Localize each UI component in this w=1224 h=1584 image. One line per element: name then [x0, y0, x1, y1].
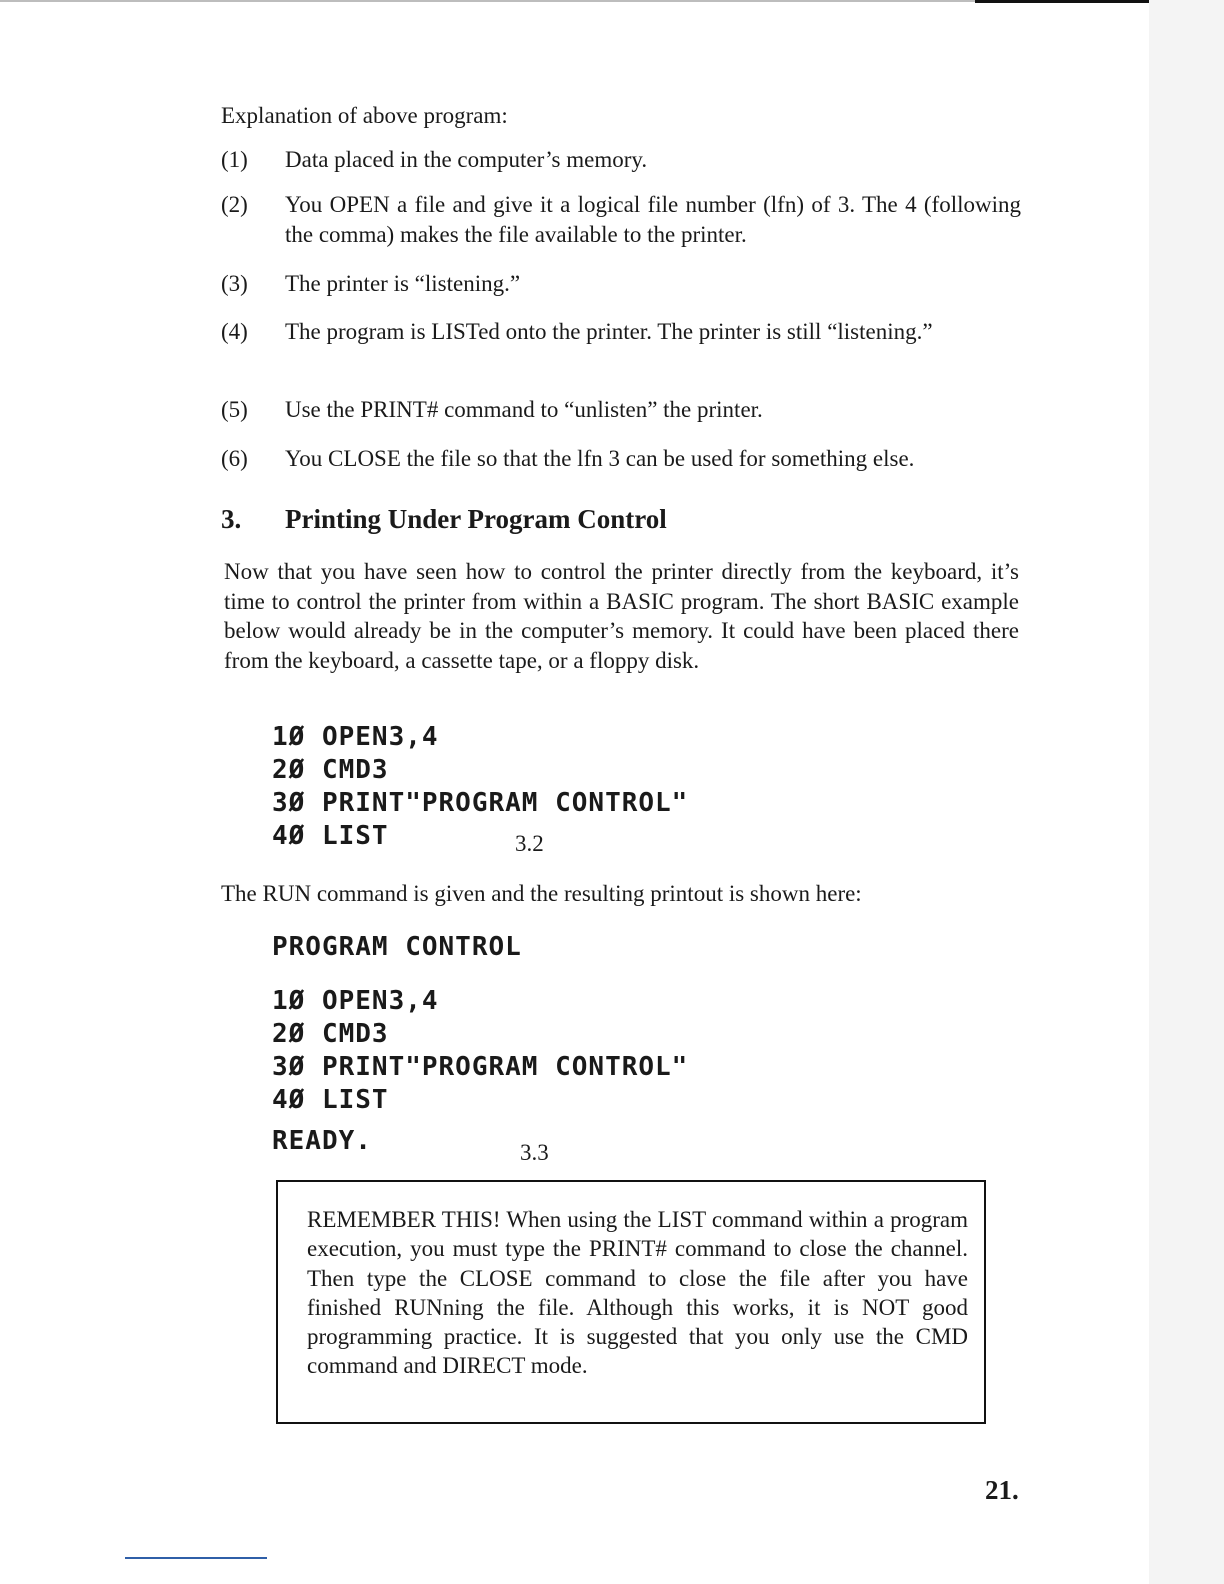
code-line: 1Ø OPEN3,4	[272, 986, 439, 1016]
item-text: Data placed in the computer’s memory.	[285, 147, 648, 172]
figure-caption: 3.3	[520, 1140, 549, 1165]
note-box	[276, 1180, 986, 1424]
item-text: The printer is “listening.”	[285, 271, 521, 296]
printout-listing	[272, 985, 688, 1117]
note-text: REMEMBER THIS! When using the LIST command within a program execution, you must type the PRINT# command to close the channel. Then type the CLOSE command to close the file after you have finished RUNning the file. Although this works, it is NOT good programming practice. It is suggested that you only use the CMD command and DIRECT mode.	[307, 1207, 968, 1379]
ready-text: READY.	[272, 1126, 372, 1156]
top-rule-bold	[975, 0, 1149, 3]
code-line: 4Ø LIST	[272, 1085, 389, 1115]
section-number: 3.	[221, 504, 242, 534]
code-line: 1Ø OPEN3,4	[272, 722, 439, 752]
item-number: (3)	[221, 271, 248, 296]
item-text: Use the PRINT# command to “unlisten” the printer.	[285, 397, 763, 422]
item-text: You CLOSE the file so that the lfn 3 can be used for something else.	[285, 446, 915, 471]
ready-prompt	[272, 1125, 372, 1158]
item-number: (5)	[221, 397, 248, 422]
code-line: 4Ø LIST	[272, 821, 389, 851]
section-title: Printing Under Program Control	[285, 504, 667, 534]
bottom-rule	[125, 1557, 267, 1559]
item-text: You OPEN a file and give it a logical file number (lfn) of 3. The 4 (following the comma) makes the file available to the printer.	[285, 192, 1021, 247]
page-number: 21.	[985, 1475, 1019, 1505]
code-listing	[272, 721, 688, 853]
figure-caption: 3.2	[515, 831, 544, 856]
item-text: The program is LISTed onto the printer. The printer is still “listening.”	[285, 319, 933, 344]
run-text: The RUN command is given and the resulting printout is shown here:	[221, 881, 862, 906]
item-number: (6)	[221, 446, 248, 471]
code-line: 3Ø PRINT"PROGRAM CONTROL"	[272, 788, 689, 818]
printout-title-text: PROGRAM CONTROL	[272, 932, 522, 962]
item-number: (1)	[221, 147, 248, 172]
code-line: 3Ø PRINT"PROGRAM CONTROL"	[272, 1052, 689, 1082]
body-paragraph: Now that you have seen how to control the printer directly from the keyboard, it’s time to control the printer from within a BASIC program. The short BASIC example below would already be in the computer’s memory. It could have been placed there from the keyboard, a cassette tape, or a floppy disk.	[224, 559, 1019, 673]
code-line: 2Ø CMD3	[272, 755, 389, 785]
intro-text: Explanation of above program:	[221, 103, 508, 128]
code-line: 2Ø CMD3	[272, 1019, 389, 1049]
top-rule	[0, 0, 975, 2]
page-edge-shade	[1149, 0, 1224, 1584]
item-number: (4)	[221, 319, 248, 344]
item-number: (2)	[221, 192, 248, 217]
printout-title	[272, 931, 522, 964]
